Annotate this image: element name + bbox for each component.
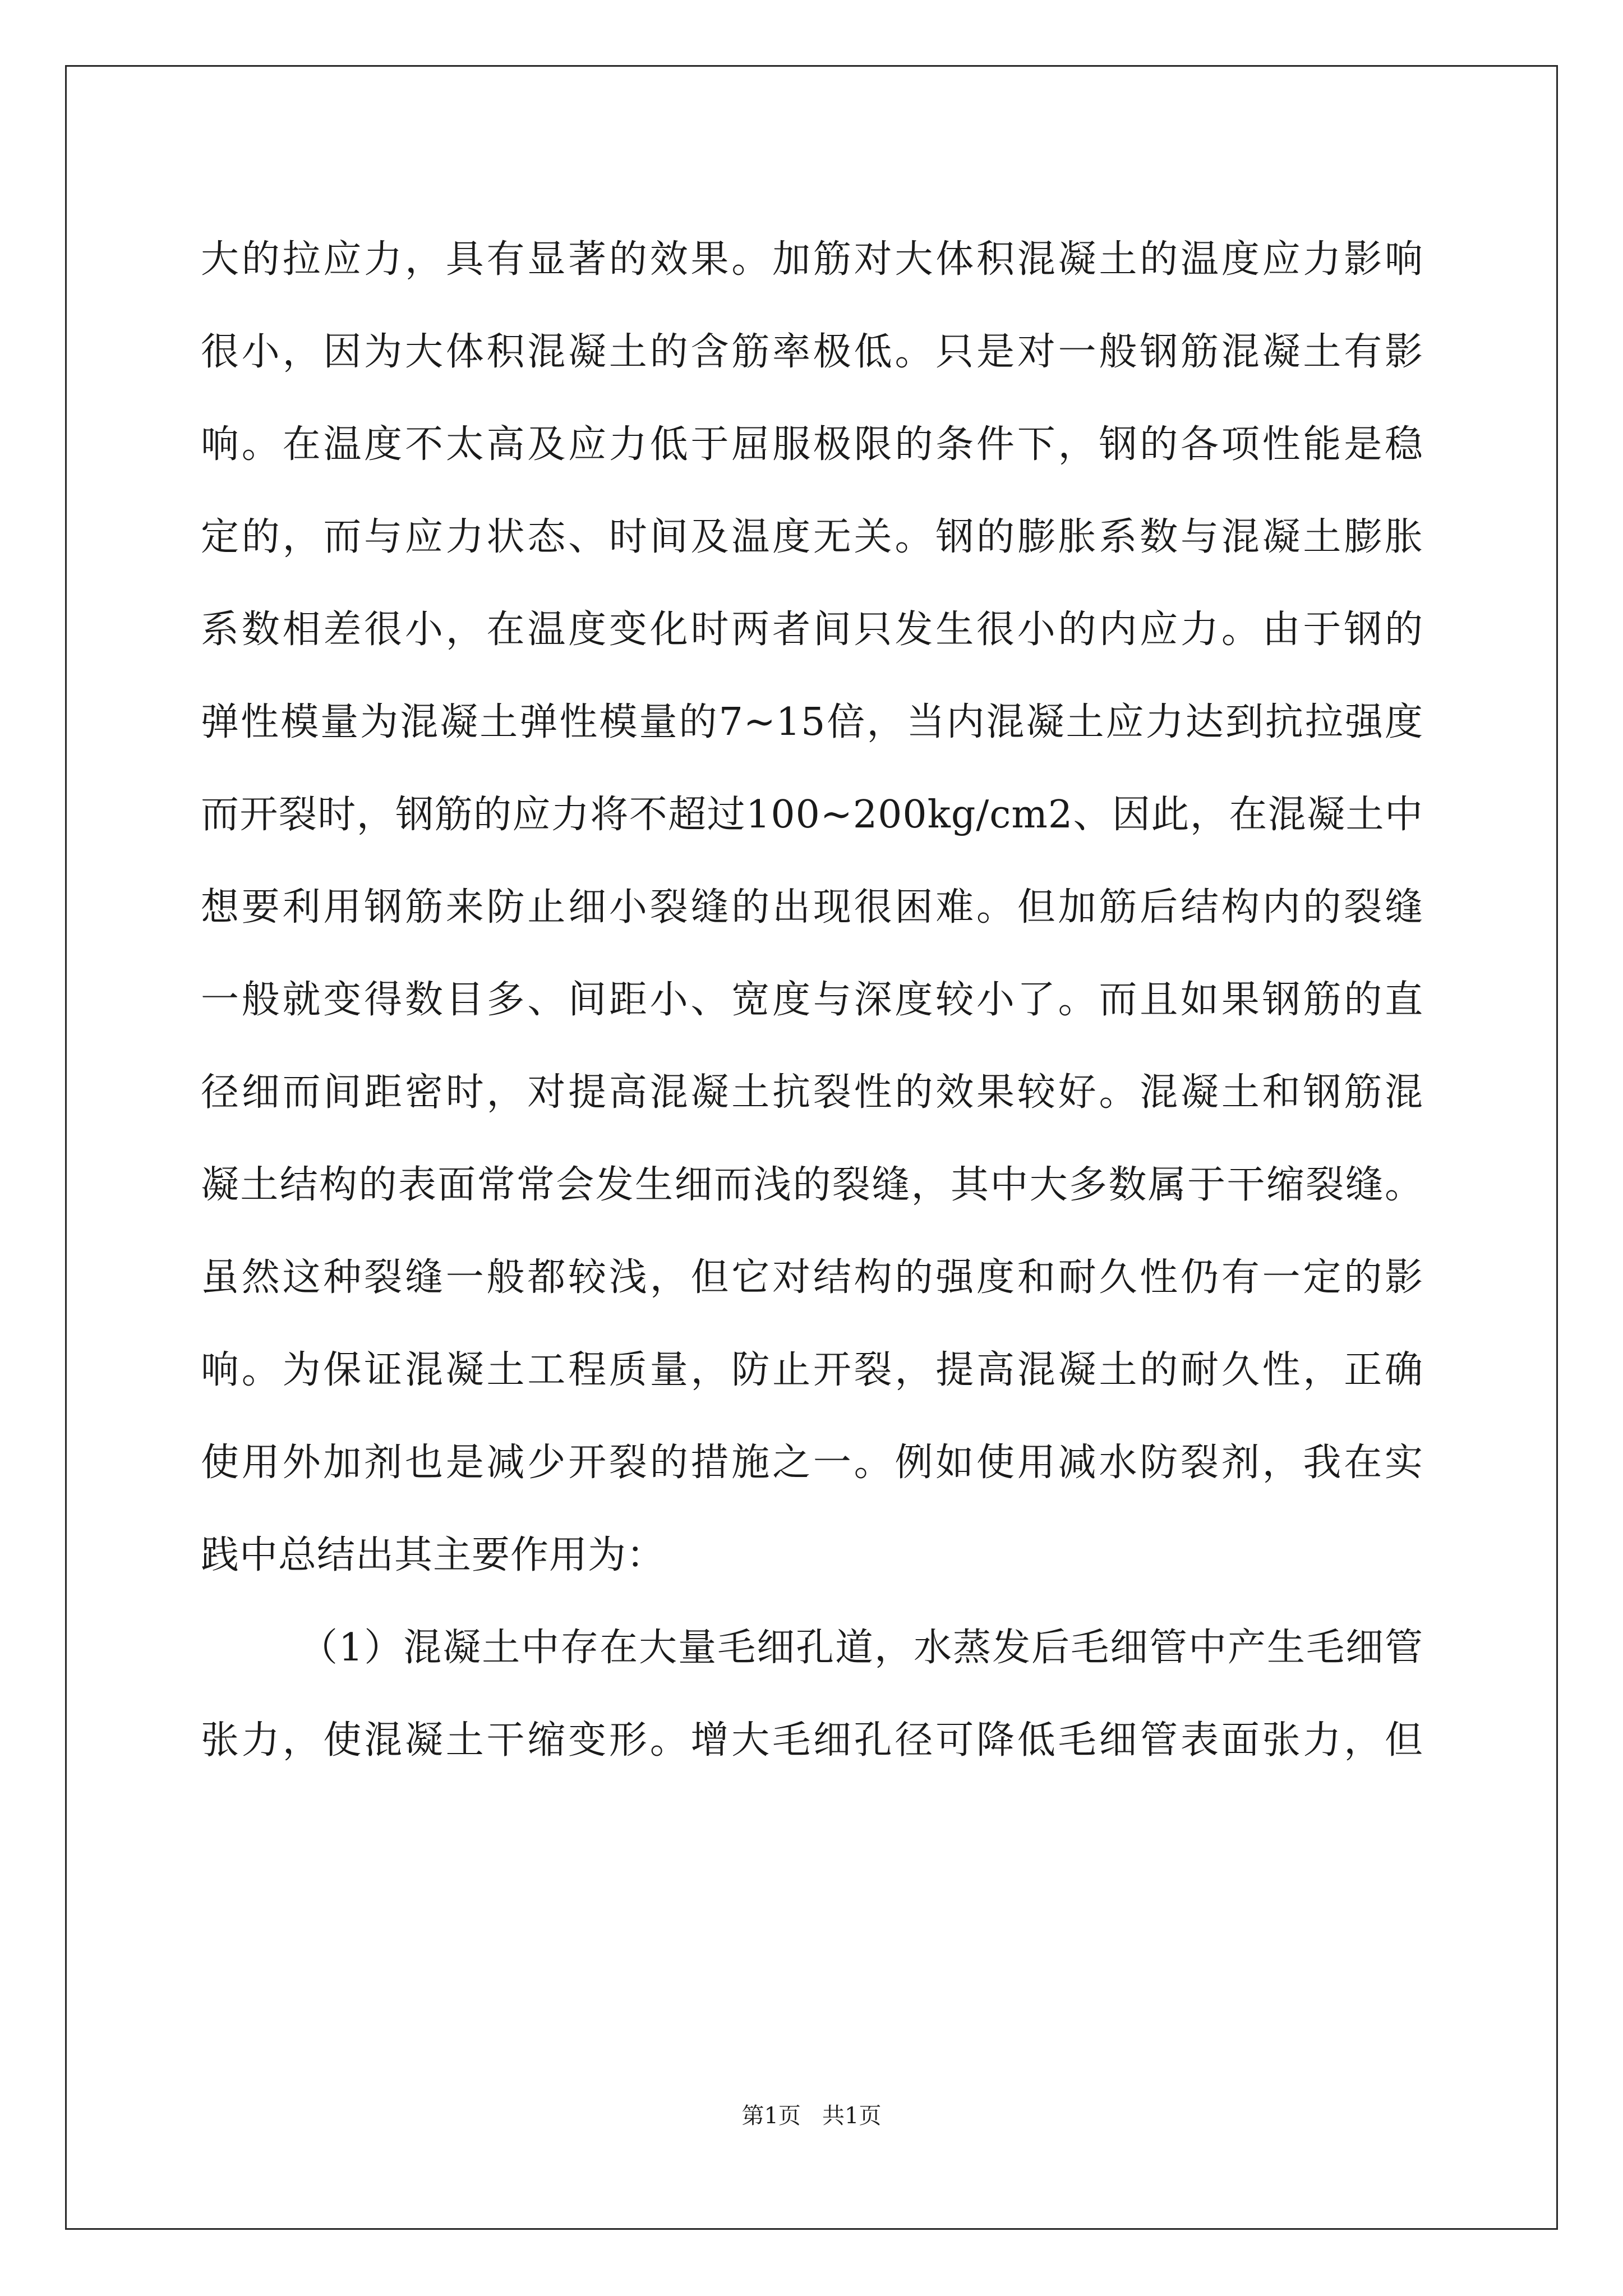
text-line: 大的拉应力，具有显著的效果。加筋对大体积混凝土的温度应力影响 bbox=[201, 237, 1423, 282]
text-line: 使用外加剂也是减少开裂的措施之一。例如使用减水防裂剂，我在实 bbox=[201, 1441, 1423, 1485]
page-footer: 第1页 共1页 bbox=[741, 2103, 882, 2129]
text-line: 一般就变得数目多、间距小、宽度与深度较小了。而且如果钢筋的直 bbox=[201, 978, 1423, 1022]
text-line: 虽然这种裂缝一般都较浅，但它对结构的强度和耐久性仍有一定的影 bbox=[201, 1255, 1423, 1300]
text-line: 践中总结出其主要作用为： bbox=[201, 1533, 666, 1577]
text-line: 很小，因为大体积混凝土的含筋率极低。只是对一般钢筋混凝土有影 bbox=[201, 330, 1423, 374]
text-line: 响。在温度不太高及应力低于屈服极限的条件下，钢的各项性能是稳 bbox=[201, 422, 1423, 467]
text-line: 弹性模量为混凝土弹性模量的7~15倍，当内混凝土应力达到抗拉强度 bbox=[201, 700, 1423, 744]
text-line: 凝土结构的表面常常会发生细而浅的裂缝，其中大多数属于干缩裂缝。 bbox=[201, 1163, 1423, 1207]
text-line: （1）混凝土中存在大量毛细孔道，水蒸发后毛细管中产生毛细管 bbox=[299, 1626, 1423, 1670]
text-line: 想要利用钢筋来防止细小裂缝的出现很困难。但加筋后结构内的裂缝 bbox=[201, 885, 1423, 930]
text-line: 响。为保证混凝土工程质量，防止开裂，提高混凝土的耐久性，正确 bbox=[201, 1348, 1423, 1392]
text-line: 径细而间距密时，对提高混凝土抗裂性的效果较好。混凝土和钢筋混 bbox=[201, 1070, 1423, 1115]
text-line: 而开裂时，钢筋的应力将不超过100~200kg/cm2、因此，在混凝土中 bbox=[201, 793, 1423, 837]
document-body bbox=[201, 213, 1423, 1787]
text-line: 系数相差很小，在温度变化时两者间只发生很小的内应力。由于钢的 bbox=[201, 608, 1423, 652]
text-line: 张力，使混凝土干缩变形。增大毛细孔径可降低毛细管表面张力，但 bbox=[201, 1718, 1423, 1763]
text-line: 定的，而与应力状态、时间及温度无关。钢的膨胀系数与混凝土膨胀 bbox=[201, 515, 1423, 559]
